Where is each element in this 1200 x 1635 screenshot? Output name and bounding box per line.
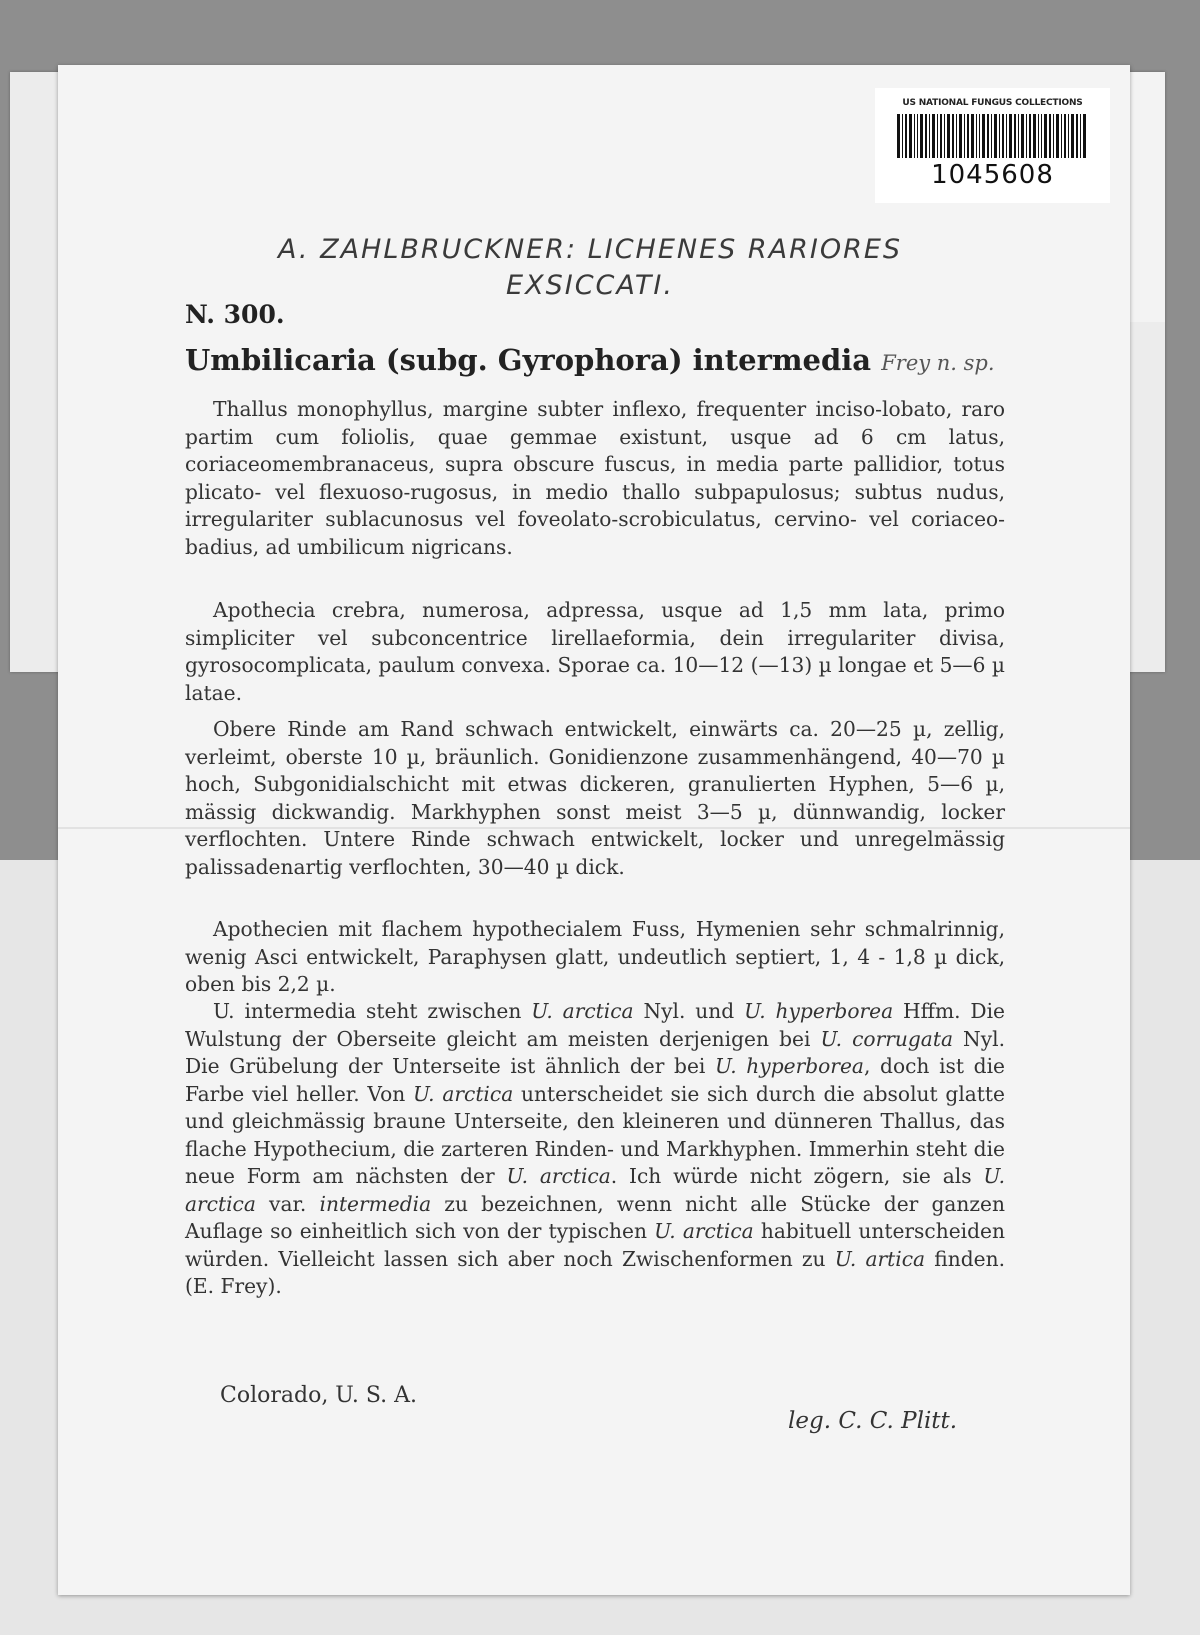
description-paragraph-comparison	[185, 998, 1005, 1301]
barcode-image	[897, 114, 1087, 158]
species-name	[185, 343, 995, 377]
series-title: A. ZAHLBRUCKNER: LICHENES RARIORES EXSICCATI.	[277, 234, 903, 301]
exsiccata-number: N. 300.	[185, 300, 285, 329]
p5-text: Nyl. Die Grübelung der Unterseite ist ähnlich der bei	[185, 1026, 1005, 1078]
p5-taxon: U. arctica	[185, 1164, 1005, 1216]
description-paragraph-apothecien: Apothecien mit flachem hypothecialem Fuss, Hymenien sehr schmalrinnig, wenig Asci entwickelt, Paraphysen glatt, undeutlich septiert, 1, 4 - 1,8 µ dick, oben bis 2,2 µ.	[185, 917, 1005, 996]
p5-taxon: U. arctica	[413, 1081, 514, 1106]
barcode-label	[875, 88, 1110, 203]
p5-taxon: U. artica	[834, 1246, 926, 1271]
p5-text: zu bezeichnen, wenn nicht alle Stücke der ganzen Auflage so einheitlich sich von der typischen	[185, 1191, 1006, 1243]
p5-text: , doch ist die Farbe viel heller. Von	[185, 1054, 1005, 1106]
p5-taxon: U. arctica	[506, 1164, 611, 1188]
p5-text: . Ich würde nicht zögern, sie als	[610, 1164, 984, 1188]
p5-taxon: U. hyperborea	[715, 1054, 864, 1078]
p5-text: var.	[255, 1191, 320, 1216]
species-binomial: Umbilicaria (subg. Gyrophora) intermedia	[185, 343, 872, 377]
p5-text: Nyl. und	[633, 999, 745, 1023]
p5-text: finden. (E. Frey).	[185, 1246, 1006, 1298]
barcode-number: 1045608	[931, 160, 1054, 190]
description-paragraph-anatomy: Obere Rinde am Rand schwach entwickelt, einwärts ca. 20—25 µ, zellig, verleimt, oberste 10 µ, bräunlich. Gonidienzone zusammenhängend, 40—70 µ hoch, Subgonidialschicht mit etwas dickeren, granulierten Hyphen, 5—6 µ, mässig dickwandig. Markhyphen sonst meist 3—5 µ, dünnwandig, locker verflochten. Untere Rinde schwach entwickelt, locker und unregelmässig palissadenartig verflochten, 30—40 µ dick.	[185, 717, 1005, 879]
p5-text: Hffm. Die Wulstung der Oberseite gleicht am meisten derjenigen bei	[185, 999, 1005, 1051]
p5-taxon: U. hyperborea	[744, 999, 894, 1023]
locality: Colorado, U. S. A.	[220, 1383, 417, 1408]
p5-text: habituell unterscheiden würden. Vielleicht lassen sich aber noch Zwischenformen zu	[185, 1219, 1005, 1271]
collector: leg. C. C. Plitt.	[788, 1408, 958, 1434]
barcode-institution: US NATIONAL FUNGUS COLLECTIONS	[902, 98, 1083, 108]
species-authority: Frey n. sp.	[881, 351, 995, 375]
p5-taxon: U. arctica	[654, 1219, 754, 1243]
p5-taxon: intermedia	[319, 1191, 432, 1216]
p5-text: U. intermedia steht zwischen	[213, 999, 532, 1023]
p5-taxon: U. corrugata	[820, 1026, 953, 1051]
p5-text: unterscheidet sie sich durch die absolut glatte und gleichmässig braune Unterseite, den kleineren und dünneren Thallus, das flache Hypothecium, die zarteren Rinden- und Markhyphen. Immerhin steht die neue Form am nächsten der	[185, 1081, 1005, 1188]
p5-taxon: U. arctica	[531, 999, 634, 1023]
description-paragraph-latin-thallus: Thallus monophyllus, margine subter inflexo, frequenter inciso-lobato, raro partim cum foliolis, quae gemmae existunt, usque ad 6 cm latus, coriaceomembranaceus, supra obscure fuscus, in media parte pallidior, totus plicato- vel flexuoso-rugosus, in medio thallo subpapulosus; subtus nudus, irregulariter sublacunosus vel foveolato-scrobiculatus, cervino- vel coriaceo-badius, ad umbilicum nigricans.	[185, 397, 1005, 559]
description-paragraph-latin-apothecia: Apothecia crebra, numerosa, adpressa, usque ad 1,5 mm lata, primo simpliciter vel subconcentrice lirellaeformia, dein irregulariter divisa, gyrosocomplicata, paulum convexa. Sporae ca. 10—12 (—13) µ longae et 5—6 µ latae.	[185, 598, 1005, 705]
